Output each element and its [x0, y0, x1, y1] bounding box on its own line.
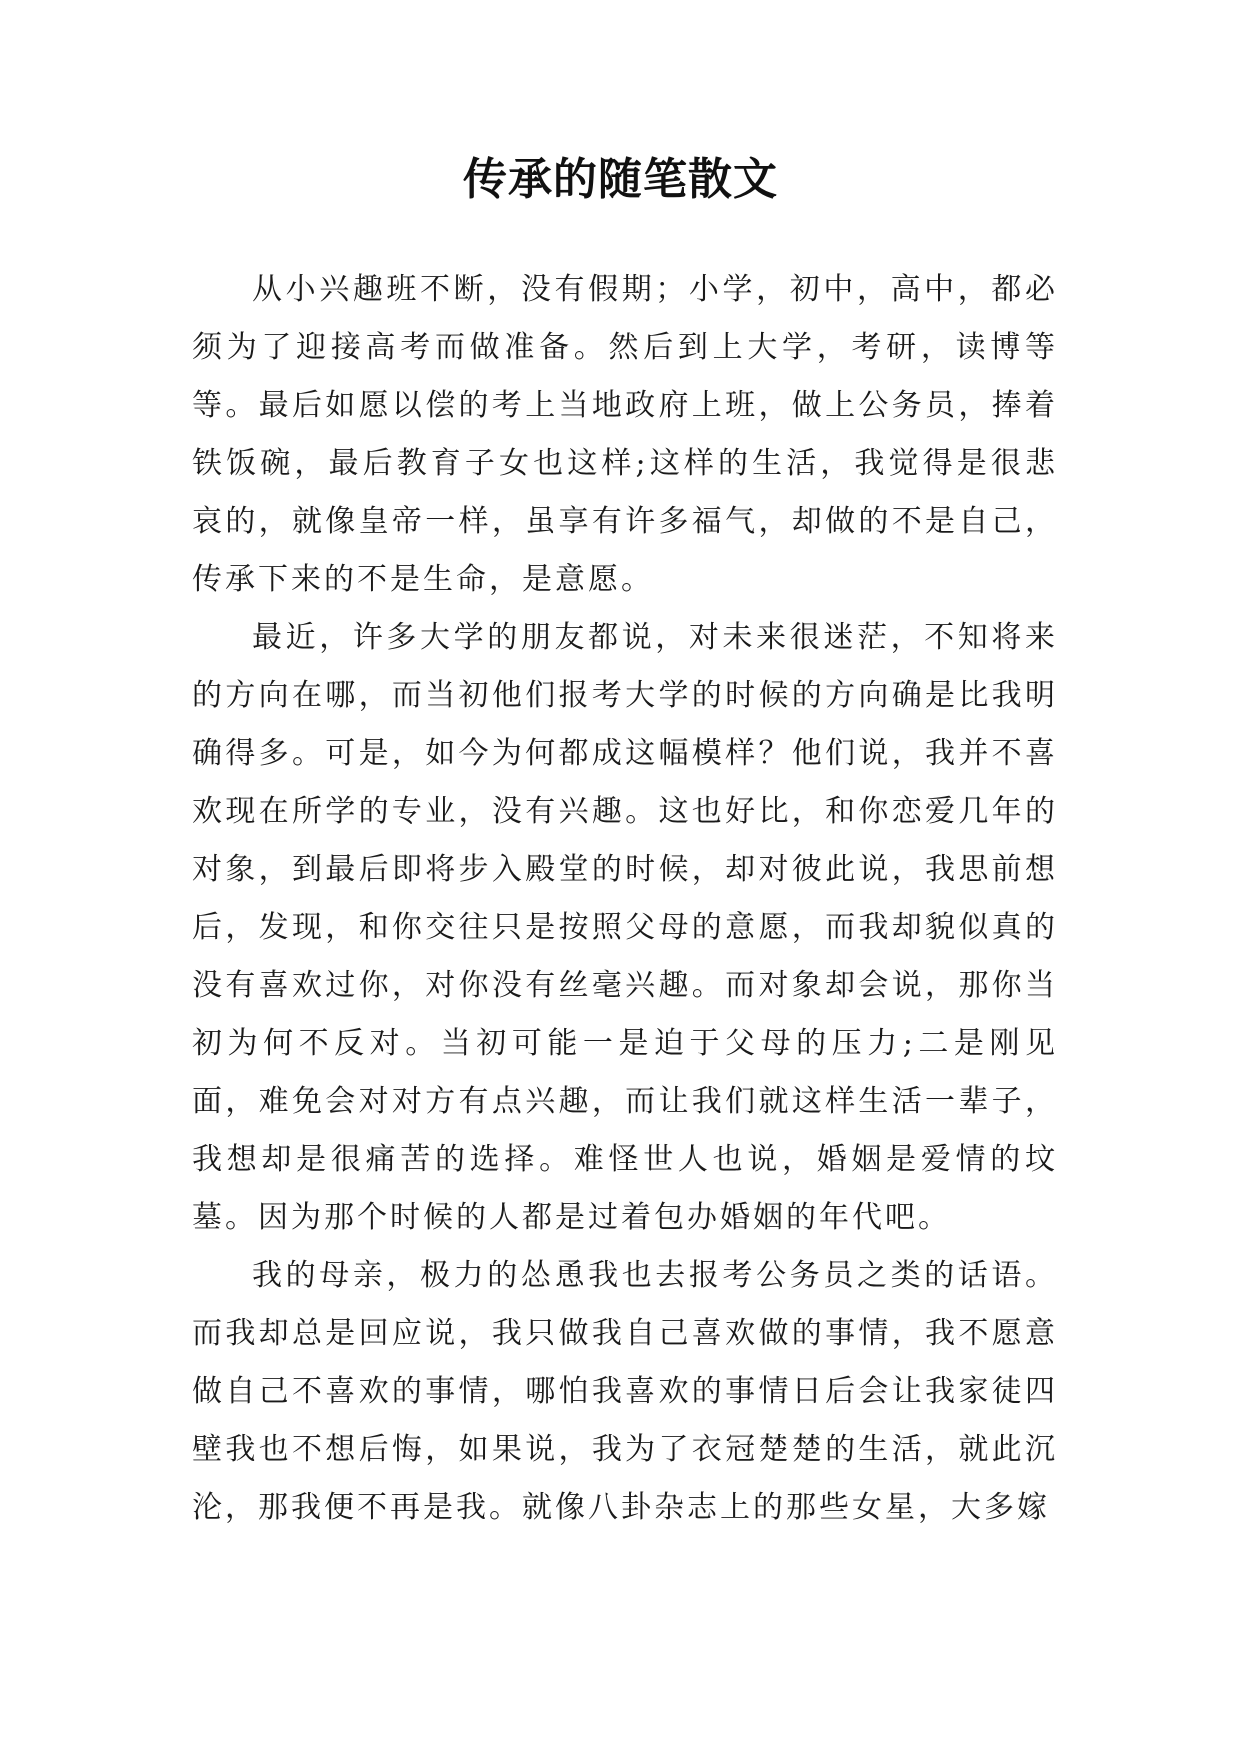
paragraph: 最近，许多大学的朋友都说，对未来很迷茫，不知将来的方向在哪，而当初他们报考大学的时候的方向确是比我明确得多。可是，如今为何都成这幅模样？他们说，我并不喜欢现在所学的专业，没有兴趣。这也好比，和你恋爱几年的对象，到最后即将步入殿堂的时候，却对彼此说，我思前想后，发现，和你交往只是按照父母的意愿，而我却貌似真的没有喜欢过你，对你没有丝毫兴趣。而对象却会说，那你当初为何不反对。当初可能一是迫于父母的压力;二是刚见面，难免会对对方有点兴趣，而让我们就这样生活一辈子，我想却是很痛苦的选择。难怪世人也说，婚姻是爱情的坟墓。因为那个时候的人都是过着包办婚姻的年代吧。 — [192, 620, 1058, 1235]
paragraph: 从小兴趣班不断，没有假期；小学，初中，高中，都必须为了迎接高考而做准备。然后到上大学，考研，读博等等。最后如愿以偿的考上当地政府上班，做上公务员，捧着铁饭碗，最后教育子女也这样;这样的生活，我觉得是很悲哀的，就像皇帝一样，虽享有许多福气，却做的不是自己，传承下来的不是生命，是意愿。 — [192, 272, 1058, 597]
paragraph: 我的母亲，极力的怂恿我也去报考公务员之类的话语。而我却总是回应说，我只做我自己喜欢做的事情，我不愿意做自己不喜欢的事情，哪怕我喜欢的事情日后会让我家徒四壁我也不想后悔，如果说，我为了衣冠楚楚的生活，就此沉沦，那我便不再是我。就像八卦杂志上的那些女星，大多嫁 — [192, 1258, 1058, 1525]
document-title: 传承的随笔散文 — [463, 154, 778, 205]
document-body — [192, 261, 1058, 1537]
